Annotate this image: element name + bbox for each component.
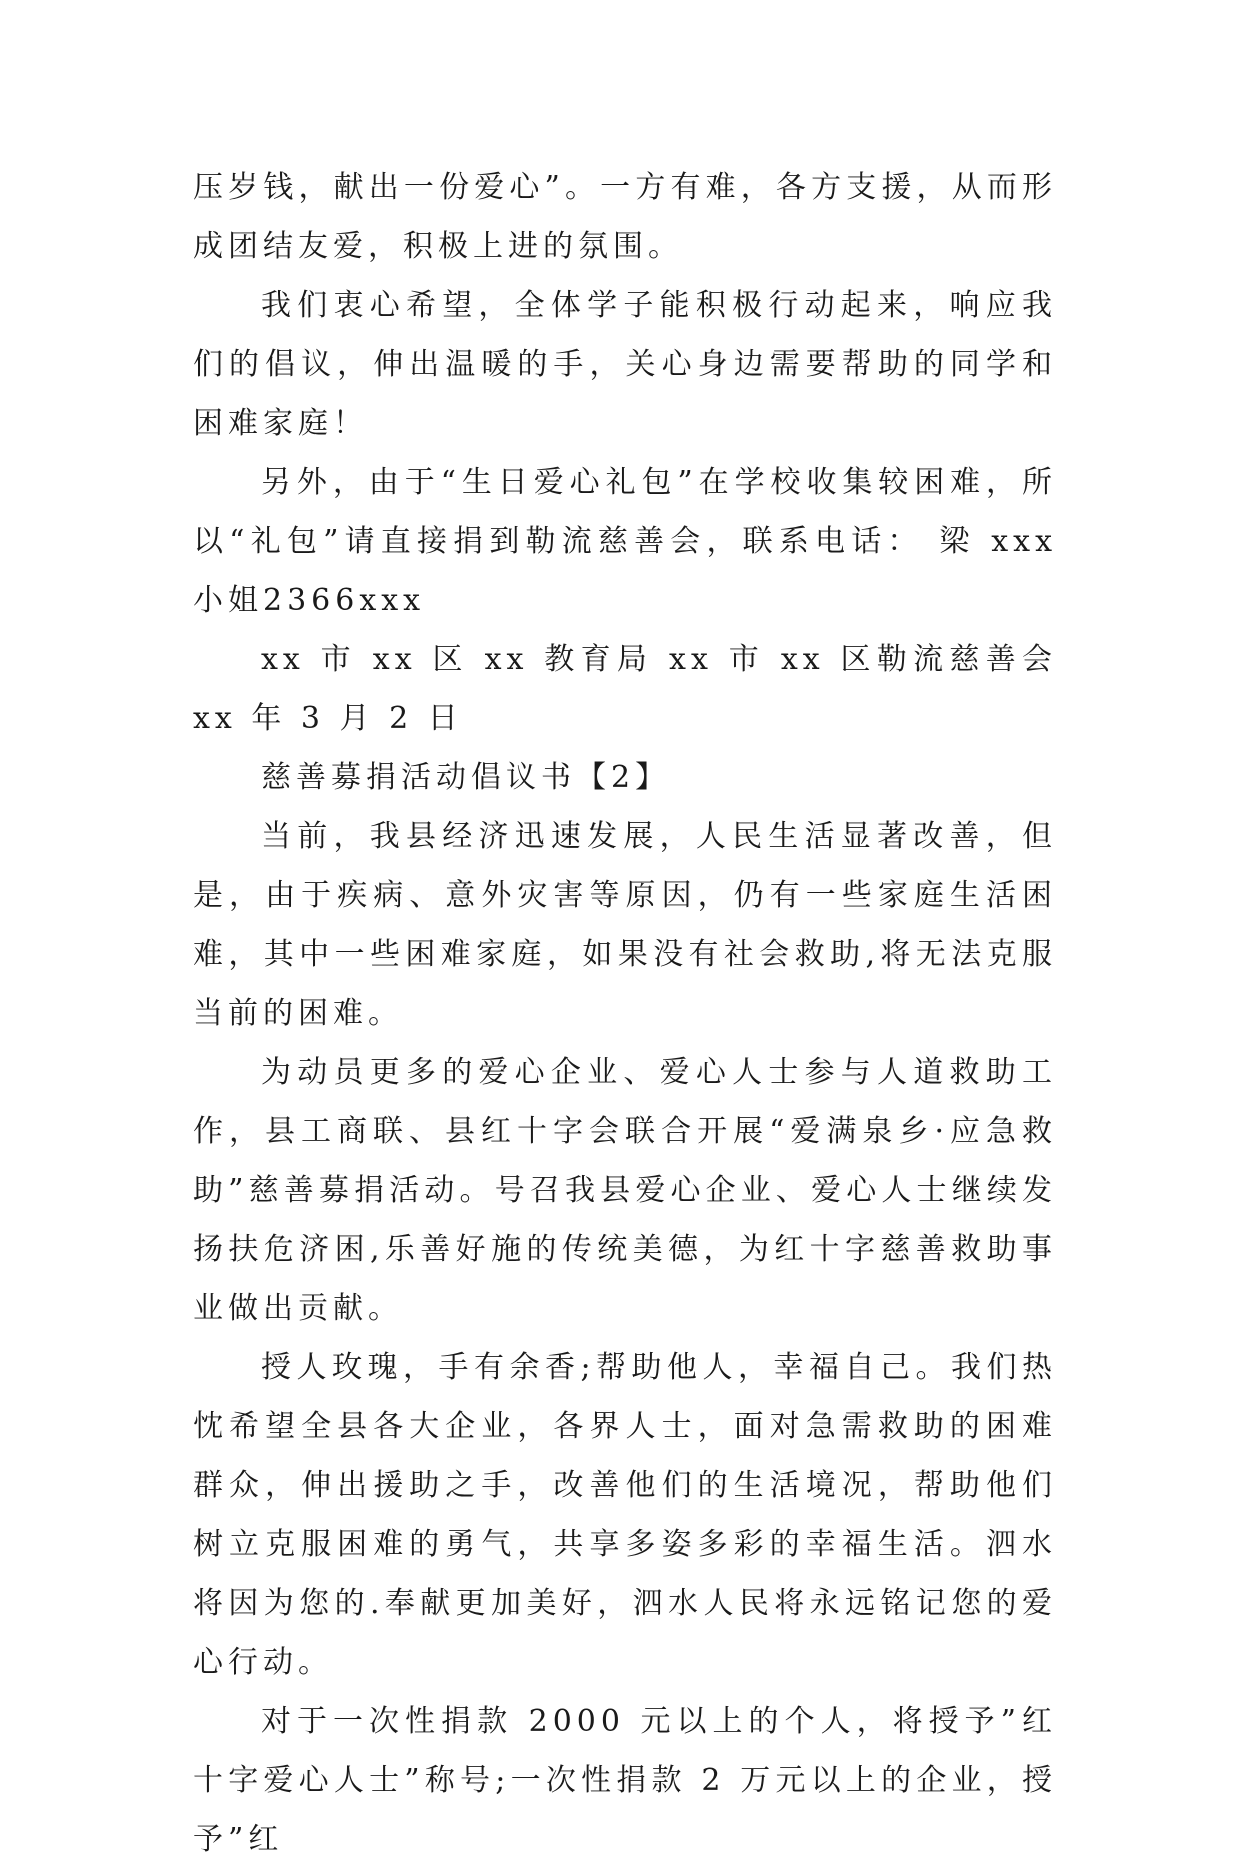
paragraph-call: 授人玫瑰，手有余香;帮助他人，幸福自己。我们热忱希望全县各大企业，各界人士，面对急需救助的困难群众，伸出援助之手，改善他们的生活境况，帮助他们树立克服困难的勇气，共享多姿多彩的幸福生活。泗水将因为您的.奉献更加美好，泗水人民将永远铭记您的爱心行动。 — [193, 1350, 1057, 1680]
paragraph-signature: xx 市 xx 区 xx 教育局 xx 市 xx 区勒流慈善会 xx 年 3 月 2 日 — [193, 642, 1057, 736]
paragraph-intro: 当前，我县经济迅速发展，人民生活显著改善，但是，由于疾病、意外灾害等原因，仍有一些家庭生活困难，其中一些困难家庭，如果没有社会救助,将无法克服当前的困难。 — [193, 819, 1057, 1031]
section-heading: 慈善募捐活动倡议书【2】 — [261, 760, 671, 795]
paragraph-contact: 另外，由于“生日爱心礼包”在学校收集较困难，所以“礼包”请直接捐到勒流慈善会，联系电话： 梁 xxx 小姐2366xxx — [193, 465, 1057, 618]
paragraph-honors: 对于一次性捐款 2000 元以上的个人，将授予”红十字爱心人士”称号;一次性捐款 2 万元以上的企业，授予”红 — [193, 1704, 1057, 1857]
document-body — [193, 158, 1057, 1869]
paragraph-activity: 为动员更多的爱心企业、爱心人士参与人道救助工作，县工商联、县红十字会联合开展“爱满泉乡·应急救助”慈善募捐活动。号召我县爱心企业、爱心人士继续发扬扶危济困,乐善好施的传统美德，为红十字慈善救助事业做出贡献。 — [193, 1055, 1057, 1326]
paragraph-continuation: 压岁钱，献出一份爱心”。一方有难，各方支援，从而形成团结友爱，积极上进的氛围。 — [193, 170, 1057, 264]
paragraph-appeal: 我们衷心希望，全体学子能积极行动起来，响应我们的倡议，伸出温暖的手，关心身边需要帮助的同学和困难家庭！ — [193, 288, 1057, 441]
